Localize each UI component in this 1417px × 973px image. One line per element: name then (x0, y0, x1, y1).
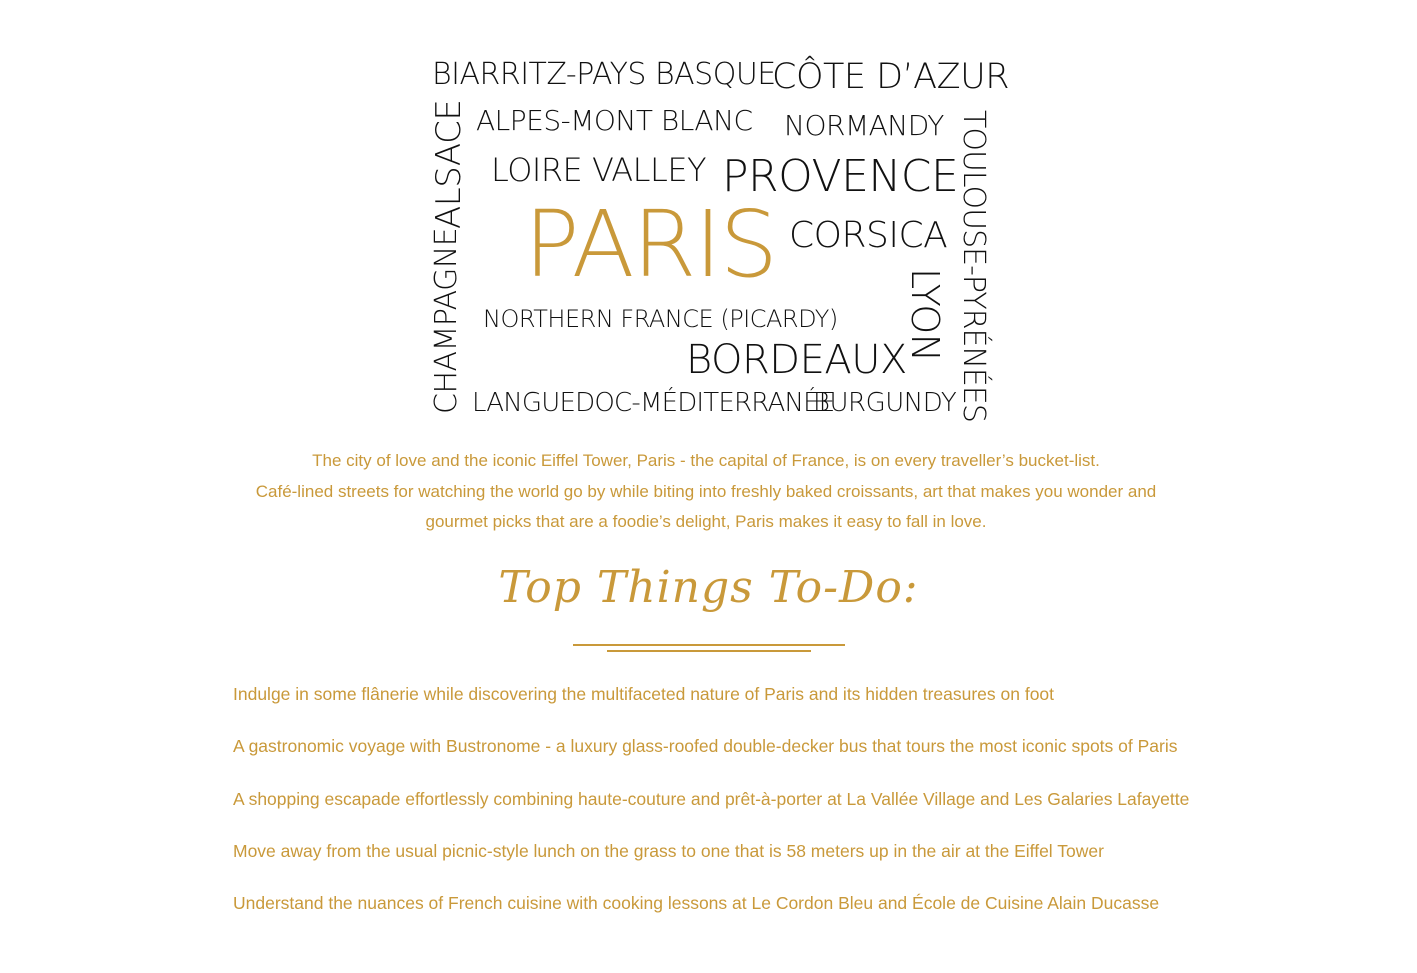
list-item: A gastronomic voyage with Bustronome - a luxury glass-roofed double-decker bus that tours the most iconic spots of Paris (233, 736, 1178, 757)
word-toulouse-pyrenees: TOULOUSE-PYRÉNÉES (956, 110, 991, 422)
heading-divider-inner (607, 650, 811, 652)
intro-line: Café-lined streets for watching the world go by while biting into freshly baked croissants, art that makes you wonder and (255, 481, 1157, 501)
word-provence: PROVENCE (722, 151, 959, 202)
list-item: A shopping escapade effortlessly combining haute-couture and prêt-à-porter at La Vallée Village and Les Galaries Lafayette (233, 788, 1190, 809)
intro-line: The city of love and the iconic Eiffel Tower, Paris - the capital of France, is on every traveller’s bucket-list. (312, 451, 1100, 470)
word-alsace: ALSACE (429, 99, 469, 229)
word-bordeaux: BORDEAUX (686, 337, 907, 383)
word-corsica: CORSICA (789, 215, 948, 256)
list-item: Understand the nuances of French cuisine with cooking lessons at Le Cordon Bleu and École de Cuisine Alain Ducasse (233, 893, 1160, 914)
list-item: Move away from the usual picnic-style lunch on the grass to one that is 58 meters up in the air at the Eiffel Tower (233, 840, 1104, 861)
word-languedoc: LANGUEDOC-MÉDITERRANÉE (472, 388, 835, 418)
intro-line: gourmet picks that are a foodie’s delight, Paris makes it easy to fall in love. (425, 512, 987, 531)
top-things-heading: Top Things To-Do: (498, 562, 919, 613)
word-champagne: CHAMPAGNE (429, 227, 464, 414)
word-loire-valley: LOIRE VALLEY (491, 151, 707, 189)
word-cote-dazur: CÔTE D’AZUR (772, 57, 1010, 97)
heading-divider (573, 644, 845, 646)
word-burgundy: BURGUNDY (813, 388, 957, 418)
word-biarritz: BIARRITZ-PAYS BASQUE (432, 57, 776, 92)
list-item: Indulge in some flânerie while discovering the multifaceted nature of Paris and its hidden treasures on foot (233, 684, 1055, 704)
intro-paragraph (160, 446, 1252, 538)
word-alpes-mont-blanc: ALPES-MONT BLANC (476, 104, 753, 137)
things-to-do-list (233, 680, 1233, 941)
word-lyon: LYON (903, 268, 947, 362)
word-paris: PARIS (524, 191, 776, 298)
destination-word-cloud (0, 0, 1417, 430)
word-normandy: NORMANDY (784, 109, 944, 142)
word-northern-france: NORTHERN FRANCE (PICARDY) (483, 305, 838, 333)
